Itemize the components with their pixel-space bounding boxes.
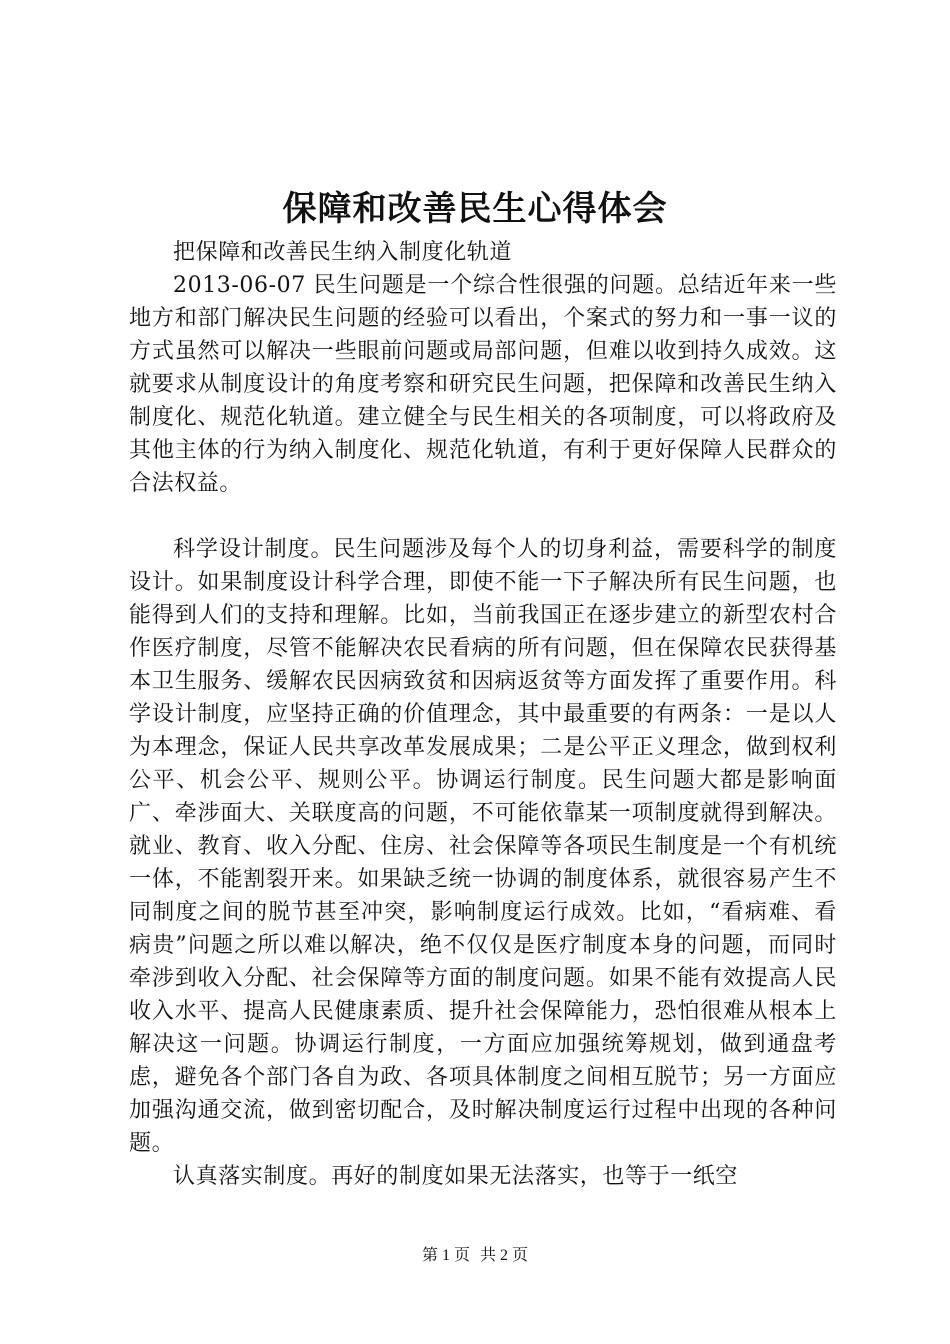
design-paragraph: 科学设计制度。民生问题涉及每个人的切身利益，需要科学的制度设计。如果制度设计科学合理，即使不能一下子解决所有民生问题，也能得到人们的支持和理解。比如，当前我国正在逐步建立的新型农村合作医疗制度，尽管不能解决农民看病的所有问题，但在保障农民获得基本卫生服务、缓解农民因病致贫和因病返贫等方面发挥了重要作用。科学设计制度，应坚持正确的价值理念，其中最重要的有两条：一是以人为本理念，保证人民共享改革发展成果；二是公平正义理念，做到权利公平、机会公平、规则公平。协调运行制度。民生问题大都是影响面广、牵涉面大、关联度高的问题，不可能依靠某一项制度就得到解决。就业、教育、收入分配、住房、社会保障等各项民生制度是一个有机统一体，不能割裂开来。如果缺乏统一协调的制度体系，就很容易产生不同制度之间的脱节甚至冲突，影响制度运行成效。比如，“看病难、看病贵”问题之所以难以解决，绝不仅仅是医疗制度本身的问题，而同时牵涉到收入分配、社会保障等方面的制度问题。如果不能有效提高人民收入水平、提高人民健康素质、提升社会保障能力，恐怕很难从根本上解决这一问题。协调运行制度，一方面应加强统筹规划，做到通盘考虑，避免各个部门各自为政、各项具体制度之间相互脱节；另一方面应加强沟通交流，做到密切配合，及时解决制度运行过程中出现的各种问题。 <box>129 537 837 1156</box>
implementation-paragraph: 认真落实制度。再好的制度如果无法落实，也等于一纸空 <box>173 1164 739 1189</box>
intro-paragraph: 2013-06-07 民生问题是一个综合性很强的问题。总结近年来一些地方和部门解决民生问题的经验可以看出，个案式的努力和一事一议的方式虽然可以解决一些眼前问题或局部问题，但难以收到持久成效。这就要求从制度设计的角度考察和研究民生问题，把保障和改善民生纳入制度化、规范化轨道。建立健全与民生相关的各项制度，可以将政府及其他主体的行为纳入制度化、规范化轨道，有利于更好保障人民群众的合法权益。 <box>129 273 837 496</box>
page-footer <box>0 1245 950 1267</box>
document-body <box>129 236 837 1193</box>
page-title: 保障和改善民生心得体会 <box>282 189 668 229</box>
page-total: 共 2 页 <box>480 1247 529 1264</box>
page-number: 第 1 页 <box>421 1247 470 1264</box>
subtitle-paragraph: 把保障和改善民生纳入制度化轨道 <box>173 240 513 265</box>
